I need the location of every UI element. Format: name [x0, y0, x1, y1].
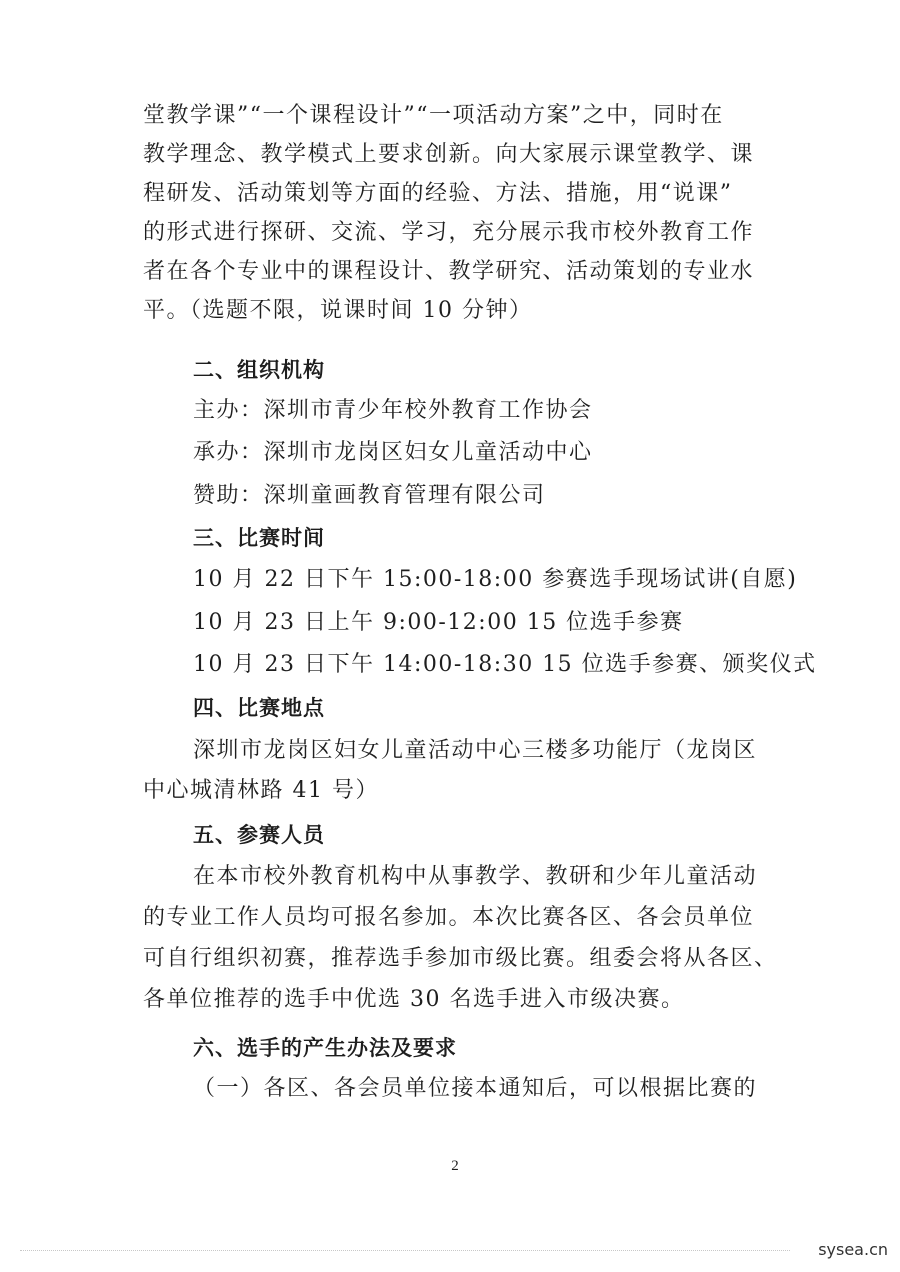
section-heading-participants: 五、参赛人员 — [193, 823, 325, 847]
footer-divider — [20, 1250, 790, 1251]
paragraph-line: 程研发、活动策划等方面的经验、方法、措施，用“说课” — [143, 181, 733, 206]
section-heading-time: 三、比赛时间 — [193, 526, 325, 550]
paragraph-line: 教学理念、教学模式上要求创新。向大家展示课堂教学、课 — [143, 142, 755, 167]
section-heading-organization: 二、组织机构 — [193, 358, 325, 382]
site-watermark: sysea.cn — [818, 1240, 888, 1259]
page-number: 2 — [451, 1158, 459, 1174]
paragraph-line: 的形式进行探研、交流、学习，充分展示我市校外教育工作 — [143, 220, 755, 245]
paragraph-line: 的专业工作人员均可报名参加。本次比赛各区、各会员单位 — [143, 905, 755, 930]
paragraph-line: （一）各区、各会员单位接本通知后，可以根据比赛的 — [193, 1076, 758, 1101]
paragraph-line: 平。（选题不限，说课时间 10 分钟） — [143, 298, 533, 323]
paragraph-line: 各单位推荐的选手中优选 30 名选手进入市级决赛。 — [143, 987, 685, 1012]
section-heading-venue: 四、比赛地点 — [193, 696, 325, 720]
paragraph-line: 可自行组织初赛，推荐选手参加市级比赛。组委会将从各区、 — [143, 946, 778, 971]
paragraph-line: 者在各个专业中的课程设计、教学研究、活动策划的专业水 — [143, 259, 755, 284]
schedule-line: 10 月 23 日上午 9:00-12:00 15 位选手参赛 — [193, 610, 684, 635]
organizer-line: 承办：深圳市龙岗区妇女儿童活动中心 — [193, 440, 593, 465]
schedule-line: 10 月 22 日下午 15:00-18:00 参赛选手现场试讲(自愿) — [193, 567, 798, 592]
venue-line: 深圳市龙岗区妇女儿童活动中心三楼多功能厅（龙岗区 — [193, 738, 758, 763]
host-line: 主办：深圳市青少年校外教育工作协会 — [193, 398, 593, 423]
paragraph-line: 堂教学课”“一个课程设计”“一项活动方案”之中，同时在 — [143, 103, 724, 128]
paragraph-line: 在本市校外教育机构中从事教学、教研和少年儿童活动 — [193, 864, 758, 889]
venue-line: 中心城清林路 41 号） — [143, 778, 379, 803]
section-heading-selection: 六、选手的产生办法及要求 — [193, 1036, 457, 1060]
schedule-line: 10 月 23 日下午 14:00-18:30 15 位选手参赛、颁奖仪式 — [193, 652, 817, 677]
sponsor-line: 赞助：深圳童画教育管理有限公司 — [193, 483, 546, 508]
